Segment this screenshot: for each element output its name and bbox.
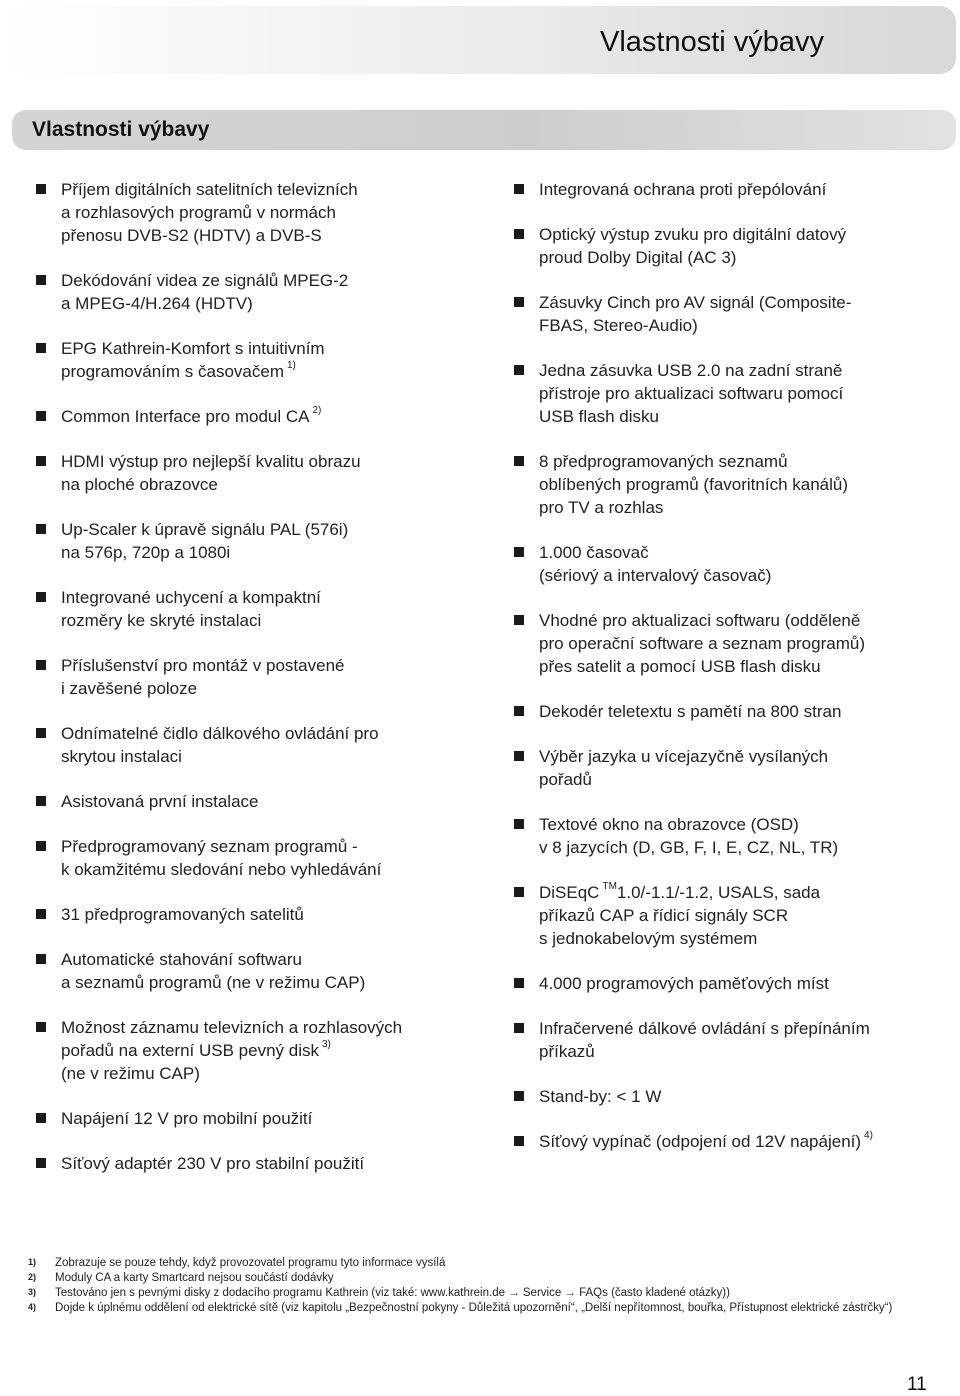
square-bullet-icon [514, 887, 524, 897]
section-header [12, 110, 956, 150]
square-bullet-icon [514, 706, 524, 716]
square-bullet-icon [36, 909, 46, 919]
feature-item [514, 359, 934, 428]
footnote-mark: 1) [28, 1257, 37, 1267]
feature-text: Příjem digitálních satelitních televizních a rozhlasových programů v normách přenosu DVB-S2 (HDTV) a DVB-S [61, 180, 358, 245]
feature-text: DiSEqC [539, 883, 600, 902]
feature-item [514, 700, 934, 723]
square-bullet-icon [514, 615, 524, 625]
feature-text: Common Interface pro modul CA [61, 407, 310, 426]
footnote-text: Moduly CA a karty Smartcard nejsou součástí dodávky [55, 1272, 334, 1284]
feature-text: Možnost záznamu televizních a rozhlasových pořadů na externí USB pevný disk [61, 1018, 403, 1060]
left-feature-list [36, 178, 466, 1197]
feature-item [514, 1130, 934, 1153]
feature-text: Jedna zásuvka USB 2.0 na zadní straně přístroje pro aktualizaci softwaru pomocí USB flash disku [539, 361, 844, 426]
feature-text: 8 předprogramovaných seznamů oblíbených programů (favoritních kanálů) pro TV a rozhlas [539, 452, 848, 517]
feature-text: Optický výstup zvuku pro digitální datový proud Dolby Digital (AC 3) [539, 225, 847, 267]
footnote-mark: 4) [28, 1302, 37, 1312]
square-bullet-icon [36, 841, 46, 851]
feature-text: Up-Scaler k úpravě signálu PAL (576i) na 576p, 720p a 1080i [61, 520, 349, 562]
feature-item [36, 790, 466, 813]
footnote-mark: 3) [28, 1287, 37, 1297]
feature-text: Odnímatelné čidlo dálkového ovládání pro skrytou instalaci [61, 724, 379, 766]
feature-item [36, 518, 466, 564]
feature-text: Zásuvky Cinch pro AV signál (Composite- FBAS, Stereo-Audio) [539, 293, 852, 335]
square-bullet-icon [514, 297, 524, 307]
page-number: 11 [907, 1374, 927, 1395]
feature-item [36, 586, 466, 632]
square-bullet-icon [514, 365, 524, 375]
square-bullet-icon [514, 456, 524, 466]
feature-item [36, 1107, 466, 1130]
feature-item [36, 269, 466, 315]
feature-item [36, 835, 466, 881]
footnote-text: Dojde k úplnému oddělení od elektrické sítě (viz kapitolu „Bezpečnostní pokyny - Důležitá upozornění“, „Delší nepřítomnost, bouřka, Přístupnost elektrické zástrčky“) [55, 1302, 893, 1314]
footnote-ref: 2) [312, 405, 322, 416]
footnote-ref: 3) [321, 1039, 331, 1050]
footnotes [28, 1256, 932, 1316]
feature-text: Textové okno na obrazovce (OSD) v 8 jazycích (D, GB, F, I, E, CZ, NL, TR) [539, 815, 839, 857]
feature-text: Infračervené dálkové ovládání s přepínáním příkazů [539, 1019, 870, 1061]
footnote-ref: 4) [864, 1130, 873, 1141]
footnote-ref: 1) [286, 360, 296, 371]
square-bullet-icon [514, 1023, 524, 1033]
feature-item [514, 609, 934, 678]
feature-text: Asistovaná první instalace [61, 792, 259, 811]
page-title: Vlastnosti výbavy [600, 26, 825, 58]
feature-text: Dekódování videa ze signálů MPEG-2 a MPEG-4/H.264 (HDTV) [61, 271, 349, 313]
square-bullet-icon [514, 978, 524, 988]
footnote [28, 1271, 932, 1286]
feature-item [514, 881, 934, 950]
feature-item [36, 1016, 466, 1085]
square-bullet-icon [36, 343, 46, 353]
square-bullet-icon [36, 796, 46, 806]
feature-text: 31 předprogramovaných satelitů [61, 905, 304, 924]
feature-text: Stand-by: < 1 W [539, 1087, 662, 1106]
square-bullet-icon [36, 184, 46, 194]
feature-text: EPG Kathrein-Komfort s intuitivním programováním s časovačem [61, 339, 325, 381]
square-bullet-icon [514, 229, 524, 239]
feature-item [36, 450, 466, 496]
feature-item [36, 948, 466, 994]
square-bullet-icon [36, 592, 46, 602]
square-bullet-icon [36, 411, 46, 421]
footnote [28, 1286, 932, 1301]
square-bullet-icon [514, 1136, 524, 1146]
feature-text: Síťový vypínač (odpojení od 12V napájení) [539, 1132, 862, 1151]
feature-item [36, 722, 466, 768]
feature-text: Síťový adaptér 230 V pro stabilní použití [61, 1154, 365, 1173]
feature-item [514, 178, 934, 201]
feature-item [36, 337, 466, 383]
feature-item [514, 223, 934, 269]
feature-item [514, 813, 934, 859]
feature-text: Příslušenství pro montáž v postavené i zavěšené poloze [61, 656, 345, 698]
feature-item [36, 1152, 466, 1175]
square-bullet-icon [36, 1158, 46, 1168]
square-bullet-icon [36, 524, 46, 534]
feature-text: Automatické stahování softwaru a seznamů programů (ne v režimu CAP) [61, 950, 366, 992]
feature-text: Vhodné pro aktualizaci softwaru (odděleně pro operační software a seznam programů) přes satelit a pomocí USB flash disku [539, 611, 865, 676]
feature-item [514, 1017, 934, 1063]
footnote-ref: TM [602, 881, 617, 892]
footnote-text: Zobrazuje se pouze tehdy, když provozovatel programu tyto informace vysílá [55, 1257, 446, 1269]
feature-text: Napájení 12 V pro mobilní použití [61, 1109, 313, 1128]
square-bullet-icon [36, 1113, 46, 1123]
square-bullet-icon [36, 275, 46, 285]
feature-item [514, 291, 934, 337]
feature-item [514, 541, 934, 587]
feature-item [36, 405, 466, 428]
header-banner [4, 6, 956, 74]
feature-item [36, 654, 466, 700]
square-bullet-icon [36, 660, 46, 670]
feature-item [36, 178, 466, 247]
feature-text: 1.000 časovač (sériový a intervalový časovač) [539, 543, 772, 585]
square-bullet-icon [36, 1022, 46, 1032]
feature-text-continued: (ne v režimu CAP) [61, 1064, 200, 1083]
feature-text: 4.000 programových paměťových míst [539, 974, 829, 993]
feature-item [36, 903, 466, 926]
feature-text: Předprogramovaný seznam programů - k okamžitému sledování nebo vyhledávání [61, 837, 382, 879]
footnote-text: Testováno jen s pevnými disky z dodacího programu Kathrein (viz také: www.kathrein.de → Service → FAQs (často kladené otázky)) [55, 1287, 730, 1299]
square-bullet-icon [514, 1091, 524, 1101]
square-bullet-icon [36, 728, 46, 738]
feature-text: Výběr jazyka u vícejazyčně vysílaných pořadů [539, 747, 829, 789]
feature-text: Integrované uchycení a kompaktní rozměry ke skryté instalaci [61, 588, 321, 630]
square-bullet-icon [36, 954, 46, 964]
footnote [28, 1301, 932, 1316]
square-bullet-icon [514, 184, 524, 194]
footnote-mark: 2) [28, 1272, 37, 1282]
feature-text: HDMI výstup pro nejlepší kvalitu obrazu na ploché obrazovce [61, 452, 361, 494]
square-bullet-icon [36, 456, 46, 466]
feature-item [514, 972, 934, 995]
square-bullet-icon [514, 751, 524, 761]
right-feature-list [514, 178, 934, 1175]
square-bullet-icon [514, 819, 524, 829]
section-title: Vlastnosti výbavy [32, 118, 210, 141]
feature-item [514, 1085, 934, 1108]
footnote [28, 1256, 932, 1271]
feature-text: Dekodér teletextu s pamětí na 800 stran [539, 702, 842, 721]
feature-text: Integrovaná ochrana proti přepólování [539, 180, 827, 199]
square-bullet-icon [514, 547, 524, 557]
feature-item [514, 745, 934, 791]
feature-text-continued: 1.0/-1.1/-1.2, USALS, sada příkazů CAP a řídicí signály SCR s jednokabelovým systémem [539, 883, 821, 948]
feature-item [514, 450, 934, 519]
